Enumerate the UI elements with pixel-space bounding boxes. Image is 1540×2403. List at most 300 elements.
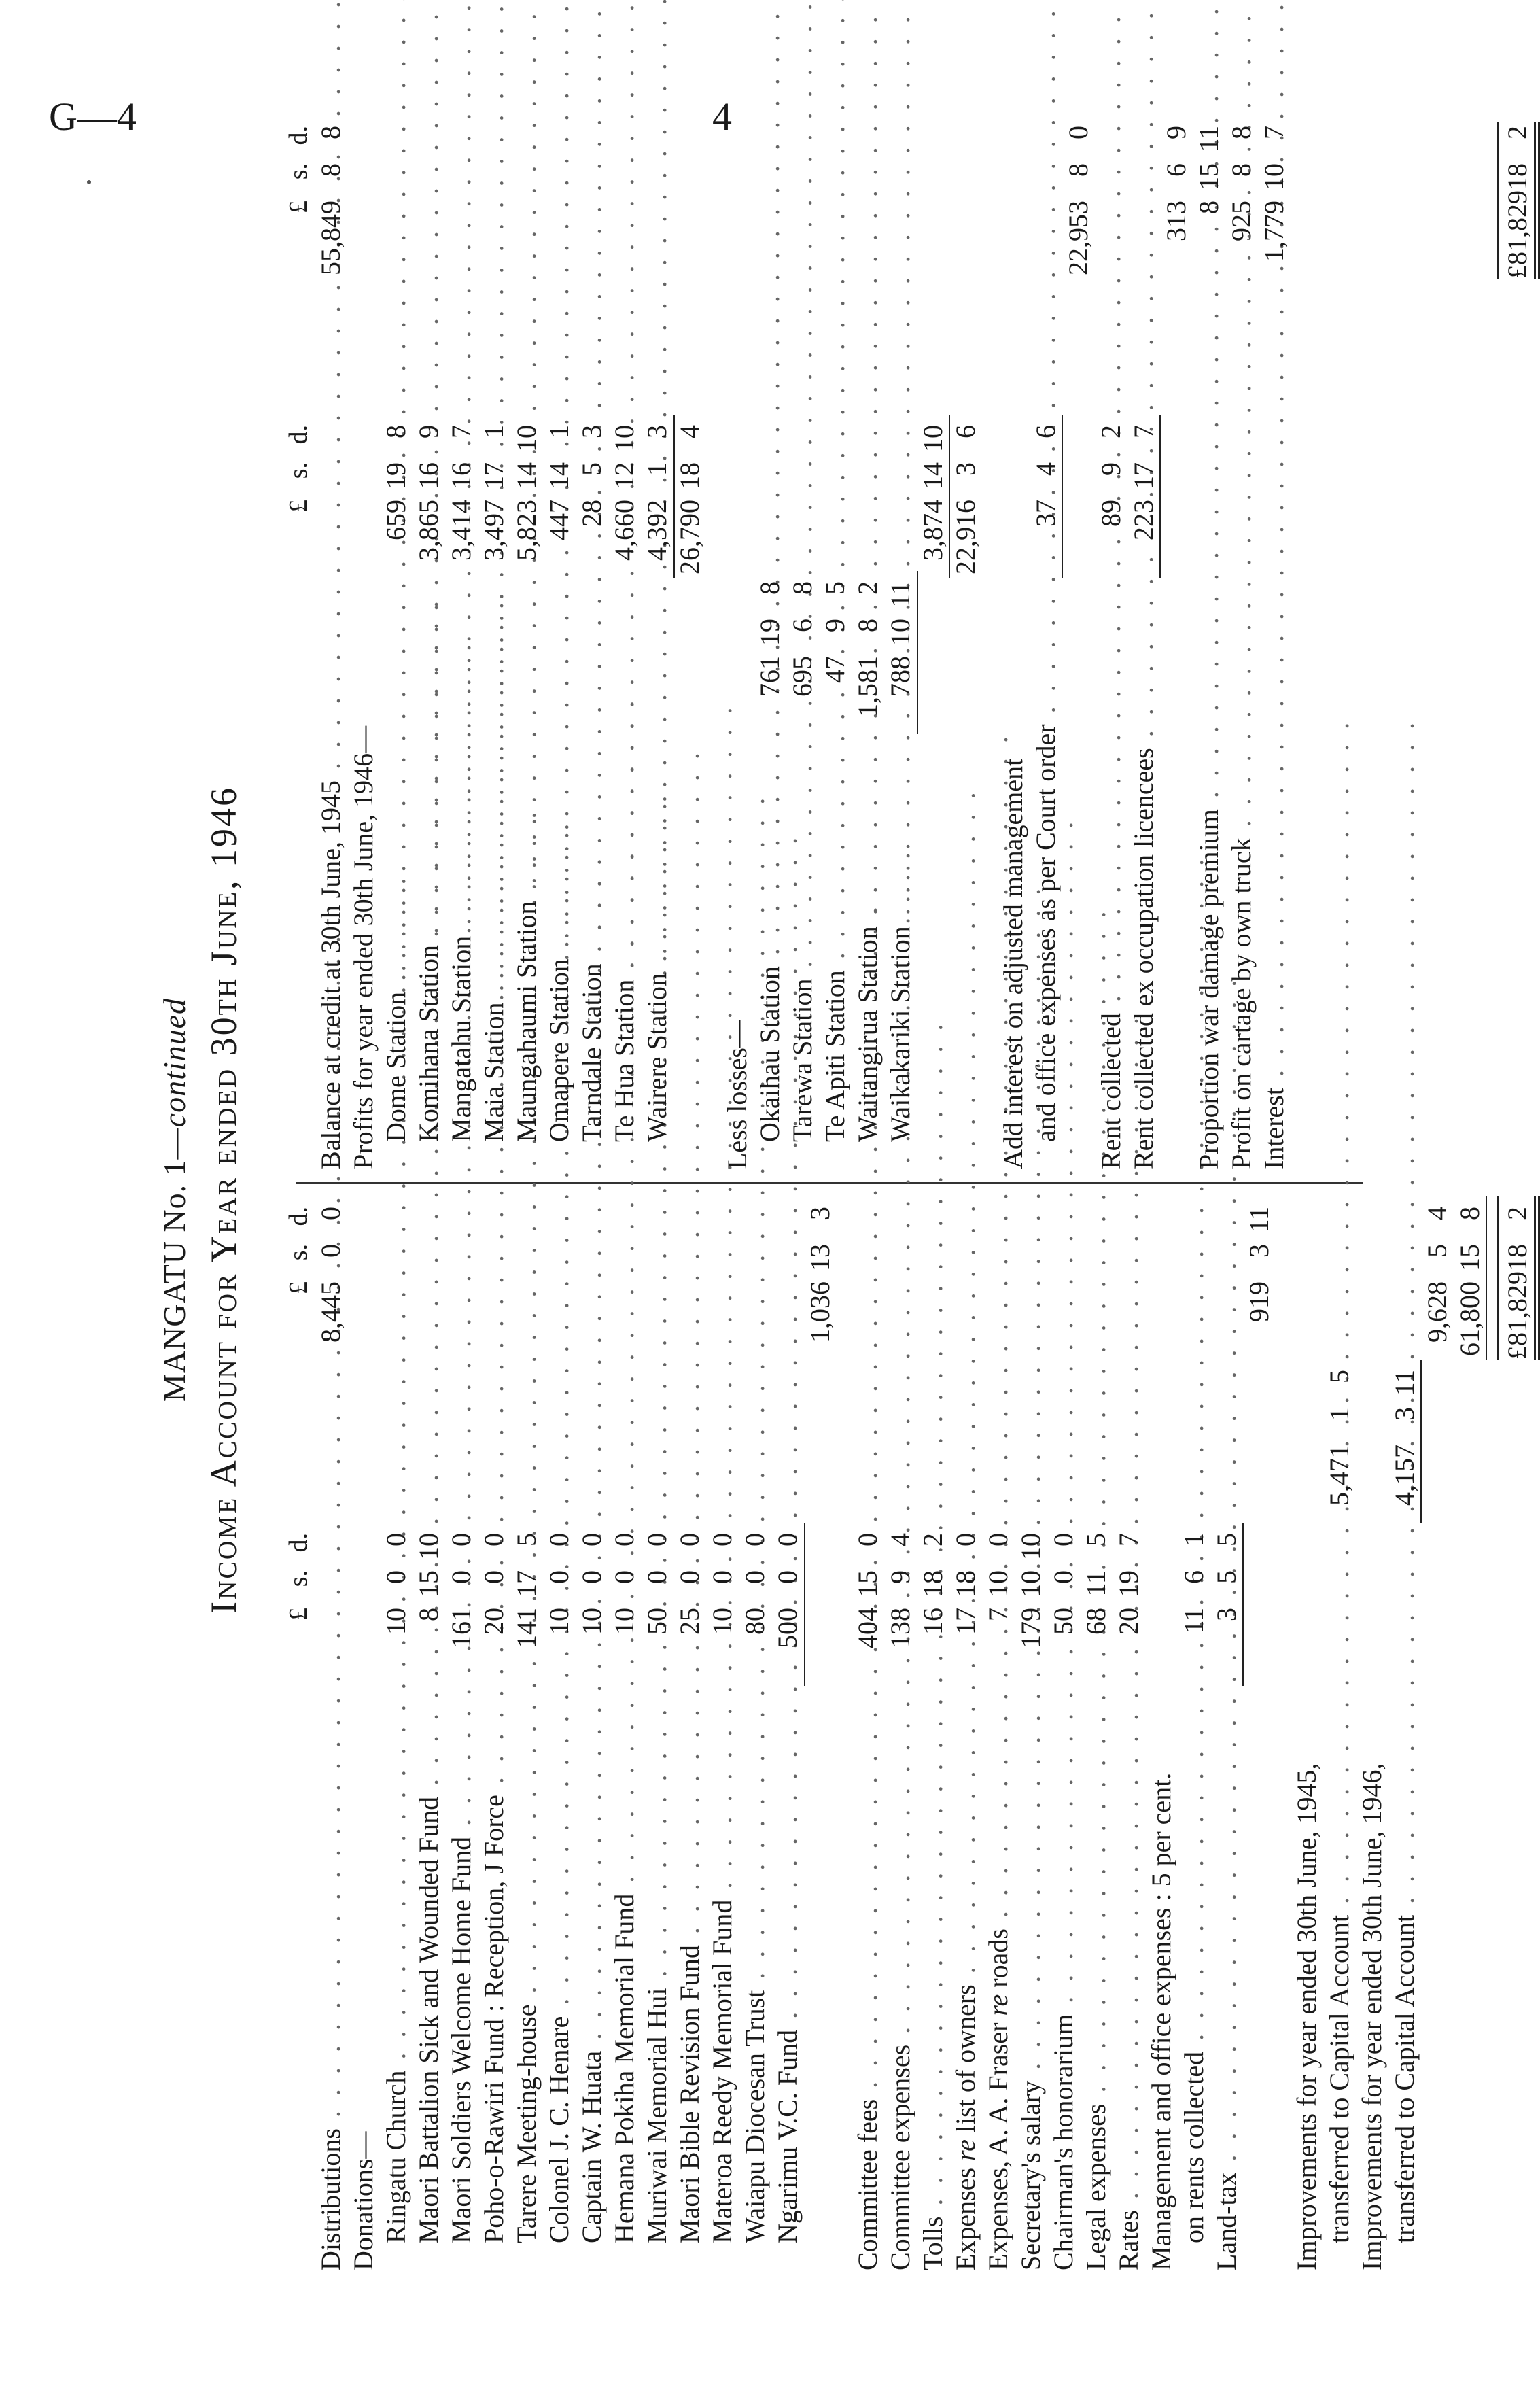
station-profit-row — [510, 129, 543, 1169]
pounds: £81,829 — [1502, 190, 1533, 279]
pence: 4 — [1422, 1207, 1452, 1220]
shillings: 11 — [1081, 1570, 1111, 1597]
station-loss-row — [786, 129, 819, 1169]
shillings: 8 — [852, 619, 883, 632]
pence: 0 — [576, 1533, 607, 1546]
pence: 6 — [1030, 425, 1061, 438]
row-label: Interest . . . — [1258, 435, 1291, 1169]
shillings: 17 — [1128, 462, 1159, 489]
rent-ex-row — [1127, 129, 1160, 1169]
row-label: Maia Station . . . — [478, 564, 510, 1169]
station-profit-row — [445, 129, 478, 1169]
row-label: Balance at credit at 30th June, 1945 . . . — [315, 286, 347, 1169]
interest-row — [1258, 126, 1291, 1169]
pence: 3 — [576, 425, 607, 438]
pounds: 10 — [707, 1608, 737, 1635]
pence: 11 — [1389, 1370, 1420, 1396]
pence-header: d. — [284, 1207, 313, 1226]
improvements-1946-row — [1356, 1196, 1388, 2270]
pounds: 788 — [885, 656, 915, 697]
expense-row — [1080, 1196, 1113, 2270]
row-label: Colonel J. C. Henare . . . — [543, 1672, 576, 2270]
expense-row — [1015, 1196, 1047, 2270]
station-profit-row — [478, 129, 510, 1169]
row-label: Mangatahu Station . . . — [445, 564, 478, 1169]
row-label: and office expenses as per Court order . . . — [1030, 564, 1062, 1169]
amount-cell — [1015, 1533, 1047, 1686]
amount-cell — [884, 1533, 917, 1686]
shillings: 1 — [1324, 1407, 1354, 1421]
pence: 10 — [1015, 1533, 1046, 1560]
pounds: 25 — [674, 1608, 705, 1635]
shillings: 10 — [983, 1570, 1013, 1597]
amount-cell — [1160, 126, 1193, 279]
pounds: 20 — [1113, 1608, 1144, 1635]
shillings: 8 — [315, 163, 346, 177]
row-label: Committee expenses . . . — [884, 1699, 917, 2270]
pence: 1 — [1178, 1533, 1209, 1546]
amount-cell — [413, 425, 445, 578]
amount-cell — [1454, 1207, 1486, 1360]
double-rule — [1534, 1196, 1540, 1360]
pence: 3 — [805, 1207, 835, 1220]
column-header-row — [282, 1196, 315, 2270]
pence: 2 — [917, 1533, 948, 1546]
pounds: 80 — [739, 1608, 770, 1635]
amount-cell — [1080, 1533, 1113, 1686]
pounds: 8 — [1193, 201, 1224, 214]
donation-row — [510, 1196, 543, 2270]
pounds: 3,874 — [917, 500, 948, 561]
sum-rule — [1497, 122, 1499, 279]
shillings: 3 — [1389, 1407, 1420, 1421]
row-label: transferred to Capital Account . . . — [1388, 1509, 1421, 2270]
pence: 5 — [820, 581, 850, 595]
pence: 11 — [885, 581, 915, 608]
row-label: Muriwai Memorial Hui . . . — [641, 1672, 673, 2270]
pence: 1 — [544, 425, 574, 438]
pounds: 919 — [1244, 1281, 1274, 1322]
pence: 10 — [511, 425, 542, 452]
income-account-sheet — [139, 126, 1533, 2270]
pounds: 10 — [576, 1608, 607, 1635]
pounds: 11 — [1178, 1608, 1209, 1634]
row-label: Donations— — [348, 2131, 379, 2270]
amount-cell — [852, 581, 884, 734]
pounds: 1,581 — [852, 656, 883, 717]
pounds: 26,790 — [674, 500, 705, 574]
donation-row — [576, 1196, 608, 2270]
pence: 0 — [983, 1533, 1013, 1546]
pence: 7 — [1128, 425, 1159, 438]
pence: 0 — [446, 1533, 476, 1546]
amount-cell — [315, 1207, 347, 1360]
shillings: 18 — [950, 1570, 981, 1597]
page-code: G—4 — [49, 94, 137, 139]
pounds: 4,157 — [1389, 1445, 1420, 1506]
label-part: Expenses — [950, 2160, 981, 2270]
amount-cell — [1047, 1533, 1080, 1686]
pence: 10 — [609, 425, 640, 452]
row-label: Rates . . . — [1113, 1699, 1145, 2270]
donations-heading — [347, 1196, 380, 2270]
shillings: 6 — [1178, 1570, 1209, 1584]
pounds: 5,471 — [1324, 1445, 1354, 1506]
double-rule — [1534, 122, 1540, 279]
pence: 4 — [885, 1533, 915, 1546]
donation-row — [445, 1196, 478, 2270]
amount-cell — [804, 1207, 837, 1360]
row-label: Rent collected . . . — [1095, 591, 1127, 1169]
pence-header: d. — [284, 126, 313, 145]
pence: 3 — [642, 425, 672, 438]
column-header-row — [282, 126, 315, 1169]
expense-row — [949, 1196, 982, 2270]
row-label: Tarndale Station . . . — [576, 564, 608, 1169]
debit-side — [282, 1196, 1534, 2270]
shillings: 3 — [1244, 1244, 1274, 1258]
shillings: 18 — [917, 1570, 948, 1597]
shillings: 0 — [772, 1570, 803, 1584]
pounds: 223 — [1128, 500, 1159, 540]
pounds: £81,829 — [1502, 1271, 1533, 1360]
shillings: 15 — [1454, 1244, 1485, 1271]
shillings: 17 — [478, 462, 509, 489]
shillings: 0 — [315, 1244, 346, 1258]
pounds: 695 — [787, 656, 818, 697]
shillings: 15 — [413, 1570, 444, 1597]
pence: 7 — [1113, 1533, 1144, 1546]
row-label: Captain W. Huata . . . — [576, 1672, 608, 2270]
expense-row — [917, 1196, 949, 2270]
pence: 2 — [1096, 425, 1126, 438]
expense-row — [852, 1196, 884, 2270]
amount-cell — [852, 1533, 884, 1686]
pounds: 138 — [885, 1608, 915, 1648]
station-profit-row — [576, 129, 608, 1169]
pence: 2 — [852, 581, 883, 595]
row-label: Okaihau Station . . . — [754, 721, 786, 1169]
row-label: Chairman's honorarium . . . — [1047, 1699, 1080, 2270]
amount-cell — [1501, 126, 1534, 279]
pounds: 761 — [754, 656, 785, 697]
donation-row — [673, 1196, 706, 2270]
row-label: Omapere Station . . . — [543, 564, 576, 1169]
donation-row — [771, 1196, 804, 2270]
row-label: Waitangirua Station . . . — [852, 721, 884, 1169]
shillings: 10 — [1015, 1570, 1046, 1597]
row-label: Tarewa Station . . . — [786, 721, 819, 1169]
shillings: 0 — [707, 1570, 737, 1584]
shillings: 15 — [852, 1570, 883, 1597]
cartage-row — [1225, 126, 1258, 1169]
amount-cell — [478, 1533, 510, 1686]
pounds: 16 — [917, 1608, 948, 1635]
row-label: Legal expenses . . . — [1080, 1699, 1113, 2270]
amount-cell — [510, 1533, 543, 1686]
pounds: 1,779 — [1259, 201, 1289, 262]
row-label: Profit on cartage by own truck . . . — [1225, 435, 1258, 1169]
pounds: 10 — [381, 1608, 411, 1635]
amount-cell — [754, 581, 786, 734]
donation-row — [543, 1196, 576, 2270]
amount-cell — [1225, 126, 1258, 279]
shillings: 18 — [1502, 163, 1533, 190]
profits-total-row — [673, 129, 706, 1169]
shillings: 14 — [511, 462, 542, 489]
pounds: 89 — [1096, 500, 1126, 527]
losses-heading — [721, 129, 754, 1169]
pence: 8 — [1226, 126, 1257, 139]
amount-cell — [949, 425, 982, 578]
shillings: 14 — [544, 462, 574, 489]
label-part: Expenses, A. A. Fraser — [983, 2016, 1013, 2270]
stray-mark — [87, 180, 91, 184]
pence: 0 — [381, 1533, 411, 1546]
shillings: 0 — [446, 1570, 476, 1584]
rent-row — [1095, 129, 1127, 1169]
pounds: 141 — [511, 1608, 542, 1648]
column-headers — [282, 1533, 315, 1686]
amount-cell — [1258, 126, 1291, 279]
row-label: on rents collected . . . — [1178, 1672, 1210, 2270]
row-label: Poho-o-Rawiri Fund : Reception, J Force . . . — [478, 1672, 510, 2270]
amount-cell — [1062, 126, 1095, 279]
shillings: 4 — [1030, 462, 1061, 476]
pounds: 3 — [1211, 1608, 1242, 1621]
pence: 0 — [707, 1533, 737, 1546]
shillings-header: s. — [284, 1570, 313, 1587]
pounds: 4,660 — [609, 500, 640, 561]
station-loss-row — [884, 129, 917, 1169]
label-part: roads — [983, 1929, 1013, 1994]
row-label: Management and office expenses : 5 per cent. — [1146, 1772, 1176, 2270]
pence: 5 — [1324, 1370, 1354, 1383]
page-number: 4 — [712, 94, 732, 139]
pence: 1 — [478, 425, 509, 438]
pounds: 659 — [381, 500, 411, 540]
rent-total-row — [1160, 126, 1193, 1169]
amount-cell — [739, 1533, 771, 1686]
row-label: Committee fees . . . — [852, 1699, 884, 2270]
donation-row — [739, 1196, 771, 2270]
shillings: 17 — [511, 1570, 542, 1597]
shillings: 0 — [674, 1570, 705, 1584]
amount-cell — [1421, 1207, 1454, 1360]
pounds: 1,036 — [805, 1281, 835, 1343]
profits-heading — [347, 129, 380, 1169]
pence: 0 — [739, 1533, 770, 1546]
station-profit-row — [543, 129, 576, 1169]
shillings: 3 — [950, 462, 981, 476]
pence: 5 — [1081, 1533, 1111, 1546]
pounds: 925 — [1226, 201, 1257, 241]
amount-cell — [949, 1533, 982, 1686]
account-subtitle: Income Account for Year ended 30th June, 1946 — [203, 786, 244, 1614]
pence-header: d. — [284, 1533, 313, 1553]
management-row — [1145, 1196, 1178, 2270]
amount-cell — [641, 425, 673, 578]
shillings-header: s. — [284, 1244, 313, 1261]
add-interest-row — [997, 129, 1030, 1169]
pounds: 5,823 — [511, 500, 542, 561]
row-label: Maori Soldiers Welcome Home Fund . . . — [445, 1672, 478, 2270]
row-label: Hemana Pokiha Memorial Fund . . . — [608, 1672, 641, 2270]
shillings: 18 — [674, 462, 705, 489]
pence: 0 — [1063, 126, 1093, 139]
amount-cell — [445, 1533, 478, 1686]
net-profit-row — [949, 129, 982, 1169]
pounds: 8 — [413, 1608, 444, 1621]
shillings: 16 — [446, 462, 476, 489]
row-label: Proportion war damage premium . . . — [1193, 435, 1225, 1169]
shillings: 9 — [820, 619, 850, 632]
shillings: 13 — [805, 1244, 835, 1271]
pence-header: d. — [284, 425, 313, 445]
pence: 11 — [1193, 126, 1224, 152]
management-row-2 — [1178, 1196, 1210, 2270]
shillings-header: s. — [284, 462, 313, 479]
amount-cell — [884, 581, 917, 734]
row-label: Ringatu Church . . . — [380, 1672, 413, 2270]
expense-row — [1113, 1196, 1145, 2270]
shillings: 8 — [1063, 163, 1093, 177]
pounds: 50 — [1048, 1608, 1079, 1635]
amount-cell — [917, 1533, 949, 1686]
pounds: 61,800 — [1454, 1281, 1485, 1356]
donations-total-row — [804, 1196, 837, 2270]
pounds: 404 — [852, 1608, 883, 1648]
shillings: 6 — [1161, 163, 1191, 177]
distributions-row — [315, 1196, 347, 2270]
row-label: Waikakariki Station . . . — [884, 721, 917, 1169]
shillings: 8 — [1226, 163, 1257, 177]
improvements-1945-row-2 — [1323, 1196, 1356, 2270]
pence: 8 — [754, 581, 785, 595]
sum-rule — [1497, 1196, 1499, 1360]
amount-cell — [1030, 425, 1062, 578]
shillings: 0 — [1048, 1570, 1079, 1584]
pence: 2 — [1502, 126, 1533, 139]
station-profit-row — [608, 129, 641, 1169]
pence: 8 — [315, 126, 346, 139]
station-loss-row — [819, 129, 852, 1169]
amount-cell — [380, 1533, 413, 1686]
station-loss-row — [754, 129, 786, 1169]
landtax-row — [1210, 1196, 1243, 2270]
row-label: Waiapu Diocesan Trust . . . — [739, 1672, 771, 2270]
pounds-header: £ — [284, 500, 313, 513]
shillings: 19 — [381, 462, 411, 489]
row-label: Ngarimu V.C. Fund . . . — [771, 1672, 804, 2270]
pence: 6 — [950, 425, 981, 438]
column-headers — [282, 1207, 315, 1360]
pounds: 7 — [983, 1608, 1013, 1621]
amount-cell — [315, 126, 347, 279]
row-label: Land-tax . . . — [1210, 1699, 1243, 2270]
sum-rule — [1486, 1196, 1487, 1360]
row-label: Add interest on adjusted management — [998, 758, 1028, 1169]
amount-cell — [982, 1533, 1015, 1686]
pounds-header: £ — [284, 1281, 313, 1294]
pounds: 313 — [1161, 201, 1191, 241]
pounds: 37 — [1030, 500, 1061, 527]
pence: 9 — [1161, 126, 1191, 139]
war-damage-row — [1193, 126, 1225, 1169]
donation-row — [380, 1196, 413, 2270]
add-interest-row-2 — [1030, 129, 1062, 1169]
shillings: 18 — [1502, 1244, 1533, 1271]
amount-cell — [543, 1533, 576, 1686]
opening-balance-row — [315, 126, 347, 1169]
row-label: Komihana Station . . . — [413, 564, 445, 1169]
pence: 10 — [413, 1533, 444, 1560]
amount-cell — [1193, 126, 1225, 279]
balance-carried-row — [1454, 1196, 1486, 2270]
expenses-total-row — [1243, 1196, 1276, 2270]
amount-cell — [445, 425, 478, 578]
row-label: Dome Station . . . — [380, 564, 413, 1169]
improvements-1945-row — [1291, 1196, 1323, 2270]
amount-cell — [1243, 1207, 1276, 1360]
pence: 8 — [1454, 1207, 1485, 1220]
shillings: 9 — [1096, 462, 1126, 476]
shillings: 0 — [739, 1570, 770, 1584]
shillings: 0 — [609, 1570, 640, 1584]
amount-cell — [786, 581, 819, 734]
right-grand-total-row — [1501, 126, 1534, 1169]
label-part-italic: re — [983, 1994, 1013, 2016]
amount-cell — [1210, 1533, 1243, 1686]
pence: 0 — [642, 1533, 672, 1546]
amount-cell — [673, 1533, 706, 1686]
row-label: Wairere Station . . . — [641, 564, 673, 1169]
pence: 8 — [787, 581, 818, 595]
pounds: 55,849 — [315, 201, 346, 275]
pounds: 9,628 — [1422, 1281, 1452, 1343]
pence: 0 — [609, 1533, 640, 1546]
shillings: 9 — [885, 1570, 915, 1584]
donation-row — [413, 1196, 445, 2270]
pounds-header: £ — [284, 201, 313, 213]
pence: 2 — [1502, 1207, 1533, 1220]
amount-cell — [771, 1533, 804, 1686]
row-label: Materoa Reedy Memorial Fund . . . — [706, 1672, 739, 2270]
label-part-italic: re — [950, 2139, 981, 2161]
credit-side — [282, 126, 1534, 1169]
row-label: Te Hua Station . . . — [608, 564, 641, 1169]
shillings: 0 — [381, 1570, 411, 1584]
pounds: 3,497 — [478, 500, 509, 561]
pence: 0 — [950, 1533, 981, 1546]
station-profit-row — [641, 129, 673, 1169]
row-label: Te Apiti Station . . . — [819, 721, 852, 1169]
improvements-total-row — [1421, 1196, 1454, 2270]
pounds: 4,392 — [642, 500, 672, 561]
pence: 0 — [674, 1533, 705, 1546]
pence: 0 — [1048, 1533, 1079, 1546]
amount-cell — [641, 1533, 673, 1686]
shillings: 5 — [1422, 1244, 1452, 1258]
amount-cell — [917, 425, 949, 578]
shillings: 0 — [576, 1570, 607, 1584]
losses-total-row — [917, 129, 949, 1169]
pence: 10 — [917, 425, 948, 452]
row-label: Rent collected ex occupation licencees . . . — [1127, 591, 1160, 1169]
pounds: 3,414 — [446, 500, 476, 561]
row-label: transferred to Capital Account . . . — [1323, 1509, 1356, 2270]
station-loss-row — [852, 129, 884, 1169]
